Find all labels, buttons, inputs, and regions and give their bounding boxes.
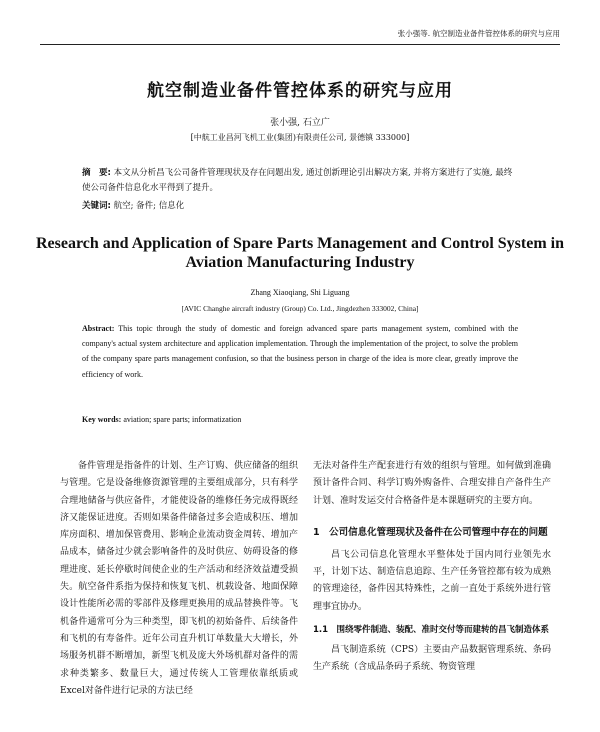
body-paragraph: 无法对备件生产配套进行有效的组织与管理。如何做到准确预计备件合同、科学订购外购备件、合理安排自产备件生产计划、准时发运交付合格备件是本课题研究的主要方向。 <box>313 461 551 506</box>
en-keywords-text: aviation; spare parts; informatization <box>123 415 242 424</box>
en-abstract-text: This topic through the study of domestic and foreign advanced spare parts management system, combined with the company's actual system architecture and application implementation. Through the implementation of the project, to solve the problem of the company spare parts management confusion, so that the business person in charge of the idea is more clear, greatly improve the efficiency of work. <box>82 324 518 379</box>
body-paragraph: 昌飞公司信息化管理水平整体处于国内同行业领先水平，计划下达、制造信息追踪、生产任务管控都有较为成熟的管理途径，备件因其特殊性，之前一直处于系统外进行管理事宜协办。 <box>313 549 551 612</box>
body-left-column <box>60 458 298 700</box>
body-right-column <box>313 458 551 677</box>
header-rule <box>40 44 560 45</box>
body-paragraph: 昌飞制造系统（CPS）主要由产品数据管理系统、条码生产系统（含成品条码子系统、物资管理 <box>313 645 551 673</box>
running-head: 张小强等. 航空制造业备件管控体系的研究与应用 <box>397 29 560 38</box>
cn-title: 航空制造业备件管控体系的研究与应用 <box>147 81 453 101</box>
en-affiliation: [AVIC Changhe aircraft industry (Group) Co. Ltd., Jingdezhen 333002, China] <box>181 304 419 313</box>
cn-abstract-text: 本文从分析昌飞公司备件管理现状及存在问题出发, 通过创新理论引出解决方案, 并将方案进行了实施, 最终使公司备件信息化水平得到了提升。 <box>82 168 513 193</box>
section-heading: 1 公司信息化管理现状及备件在公司管理中存在的问题 <box>313 526 548 538</box>
en-abstract <box>82 321 518 382</box>
en-keywords-label: Key words: <box>82 415 122 424</box>
en-keywords <box>82 415 518 424</box>
body-paragraph: 备件管理是指备件的计划、生产订购、供应储备的组织与管理。它是设备维修资源管理的主要组成部分，只有科学合理地储备与供应备件，才能使设备的维修任务完成得既经济又能保证进度。否则如果备件储备过多会造成积压、增加库房面积、增加保管费用、影响企业流动资金周转、增加产品成本，储备过少就会影响备件的及时供应、妨碍设备的修理进度、延长停歇时间使企业的生产活动和经济效益遭受损失。航空备件系指为保持和恢复飞机、机载设备、地面保障设计性能所必需的零部件及修理更换用的成品替换件等。飞机备件通常可分为三种类型，即飞机的初始备件、后续备件和飞机的有寿备件。近年公司直升机订单数量大大增长，外场服务机群不断增加，新型飞机及庞大外场机群对备件的需求种类繁多、数量巨大，通过传统人工管理依靠纸质或Excel对备件进行记录的方法已经 <box>60 461 298 696</box>
cn-abstract-label: 摘 要: <box>82 168 111 178</box>
cn-authors: 张小强, 石立广 <box>270 118 330 128</box>
cn-abstract <box>82 166 518 196</box>
cn-keywords <box>82 199 518 211</box>
cn-keywords-text: 航空; 备件; 信息化 <box>113 201 185 211</box>
cn-keywords-label: 关键词: <box>82 201 111 211</box>
en-authors: Zhang Xiaoqiang, Shi Liguang <box>250 288 350 297</box>
cn-affiliation: [中航工业昌河飞机工业(集团)有限责任公司, 景德镇 333000] <box>190 133 410 142</box>
en-title: Research and Application of Spare Parts Management and Control System in Aviation Manufacturing Industry <box>35 235 564 271</box>
subsection-heading: 1.1 围绕零件制造、装配、准时交付等而建转的昌飞制造体系 <box>313 625 550 636</box>
en-abstract-label: Abstract: <box>82 324 115 333</box>
